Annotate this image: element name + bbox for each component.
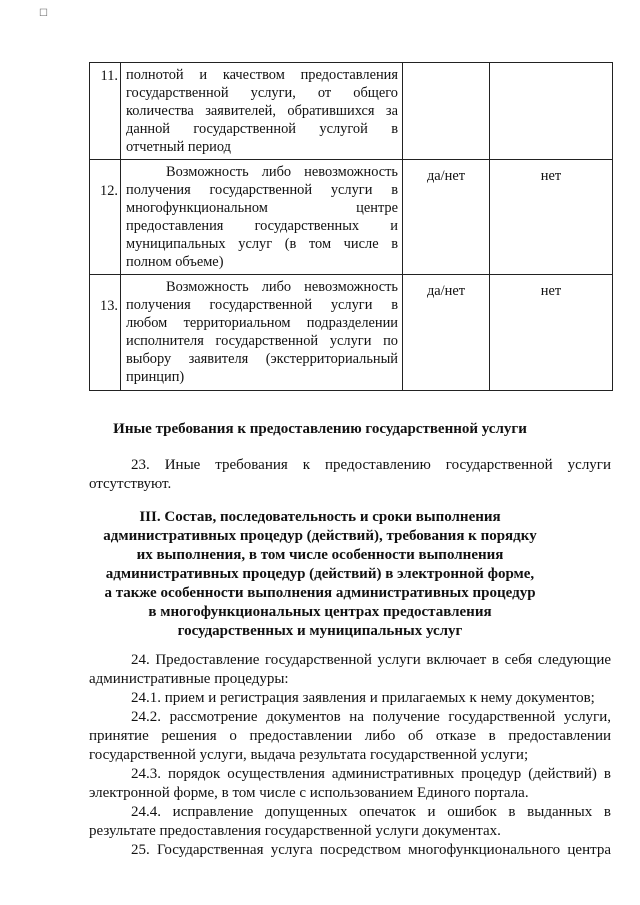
text-line: 24.3. порядок осуществления административных процедур (действий) в [131,766,611,782]
text-line: получения государственной услуги в [126,182,398,198]
text-line: получения государственной услуги в [126,297,398,313]
text-line: электронной форме, в том числе с использованием Единого портала. [89,785,529,801]
heading-line: административных процедур (действий) в электронной форме, [105,566,535,582]
text-line: 24. Предоставление государственной услуги включает в себя следующие [131,652,611,668]
text-line: многофункциональном центре [126,200,398,216]
page-corner-mark: ☐ [39,8,48,19]
row-description [121,160,403,275]
text-line: выбору заявителя (экстерриториальный [126,351,398,367]
table-row [90,275,613,391]
row-norm [490,63,613,160]
text-line: 24.2. рассмотрение документов на получение государственной услуги, [131,709,611,725]
row-value: да/нет [403,275,490,391]
paragraph-24 [89,651,611,689]
row-number: 12. [90,160,121,275]
text-line: предоставления государственных и [126,218,398,234]
text-line: принятие решения о предоставлении либо об отказе в предоставлении [89,728,611,744]
requirements-table [89,62,613,391]
heading-line: их выполнения, в том числе особенности выполнения [136,547,504,563]
text-line: государственной услуги, выдача результата государственной услуги; [89,747,529,763]
text-line: принцип) [126,369,185,385]
row-number: 13. [90,275,121,391]
heading-line: а также особенности выполнения административных процедур [104,585,536,601]
text-line: административные процедуры: [89,671,289,687]
row-number: 11. [90,63,121,160]
text-line: 23. Иные требования к предоставлению государственной услуги [131,457,611,473]
paragraph-24-2 [89,708,611,765]
text-line: Возможность либо невозможность [166,164,398,180]
text-line: полнотой и качеством предоставления [126,67,398,83]
row-description [121,275,403,391]
text-line: 25. Государственная услуга посредством многофункционального центра [131,842,611,858]
heading-line: в многофункциональных центрах предоставления [148,604,492,620]
text-line: 24.1. прием и регистрация заявления и прилагаемых к нему документов; [131,690,595,706]
text-line: муниципальных услуг (в том числе в [126,236,398,252]
text-line: 24.4. исправление допущенных опечаток и ошибок в выданных в [131,804,611,820]
text-line: государственной услуги, от общего [126,85,398,101]
text-line: исполнителя государственной услуги по [126,333,398,349]
paragraph-24-1 [89,689,611,708]
row-value: да/нет [403,160,490,275]
text-line: данной государственной услугой в [126,121,398,137]
paragraph-23 [89,456,611,494]
table-row [90,63,613,160]
text-line: полном объеме) [126,254,224,270]
row-value [403,63,490,160]
text-line: результате предоставления государственной услуги документах. [89,823,501,839]
paragraph-24-4 [89,803,611,841]
heading-other-requirements: Иные требования к предоставлению государственной услуги [113,421,527,437]
text-line: отсутствуют. [89,476,172,492]
text-line: количества заявителей, обратившихся за [126,103,398,119]
heading-line: III. Состав, последовательность и сроки выполнения [139,509,501,525]
text-line: Возможность либо невозможность [166,279,398,295]
paragraph-24-3 [89,765,611,803]
heading-line: государственных и муниципальных услуг [177,623,463,639]
text-line: любом территориальном подразделении [126,315,398,331]
row-norm: нет [490,275,613,391]
heading-line: административных процедур (действий), требования к порядку [103,528,537,544]
text-line: отчетный период [126,139,231,155]
row-norm: нет [490,160,613,275]
row-description [121,63,403,160]
paragraph-25 [89,841,611,860]
table-row [90,160,613,275]
